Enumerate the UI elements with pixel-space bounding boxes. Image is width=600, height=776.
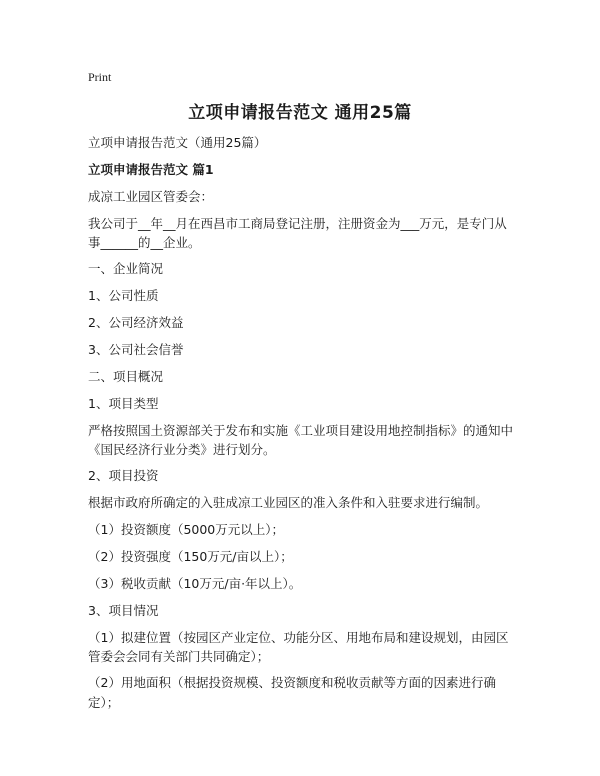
heading-company-overview: 一、企业简况: [88, 261, 164, 276]
list-item: （2）投资强度（150万元/亩以上）；: [88, 549, 293, 564]
list-item: 3、公司社会信誉: [88, 342, 184, 357]
paragraph-investment: 根据市政府所确定的入驻成凉工业园区的准入条件和入驻要求进行编制。: [88, 495, 489, 510]
document-body: [88, 133, 518, 720]
section-heading-1: 立项申请报告范文 篇1: [88, 162, 214, 177]
paragraph-land-area: （2）用地面积（根据投资规模、投资额度和税收贡献等方面的因素进行确定）；: [88, 675, 496, 710]
page-title: 立项申请报告范文 通用25篇: [188, 103, 412, 123]
paragraph-intro: 我公司于__年__月在西昌市工商局登记注册，注册资金为___万元，是专门从事______的__企业。: [88, 216, 507, 250]
print-label: Print: [88, 70, 112, 84]
list-item: 3、项目情况: [88, 603, 159, 618]
list-item: （3）税收贡献（10万元/亩·年以上）。: [88, 576, 302, 591]
list-item: （1）投资额度（5000万元以上）；: [88, 522, 285, 537]
salutation: 成凉工业园区管委会：: [88, 189, 214, 204]
heading-project-overview: 二、项目概况: [88, 369, 164, 384]
list-item: 1、公司性质: [88, 288, 159, 303]
list-item: 1、项目类型: [88, 396, 159, 411]
paragraph-project-type: 严格按照国土资源部关于发布和实施《工业项目建设用地控制指标》的通知中《国民经济行业分类》进行划分。: [88, 423, 514, 457]
subtitle: 立项申请报告范文（通用25篇）: [88, 135, 267, 150]
paragraph-location: （1）拟建位置（按园区产业定位、功能分区、用地布局和建设规划，由园区管委会会同有关部门共同确定）；: [88, 630, 509, 664]
list-item: 2、公司经济效益: [88, 315, 184, 330]
list-item: 2、项目投资: [88, 468, 159, 483]
